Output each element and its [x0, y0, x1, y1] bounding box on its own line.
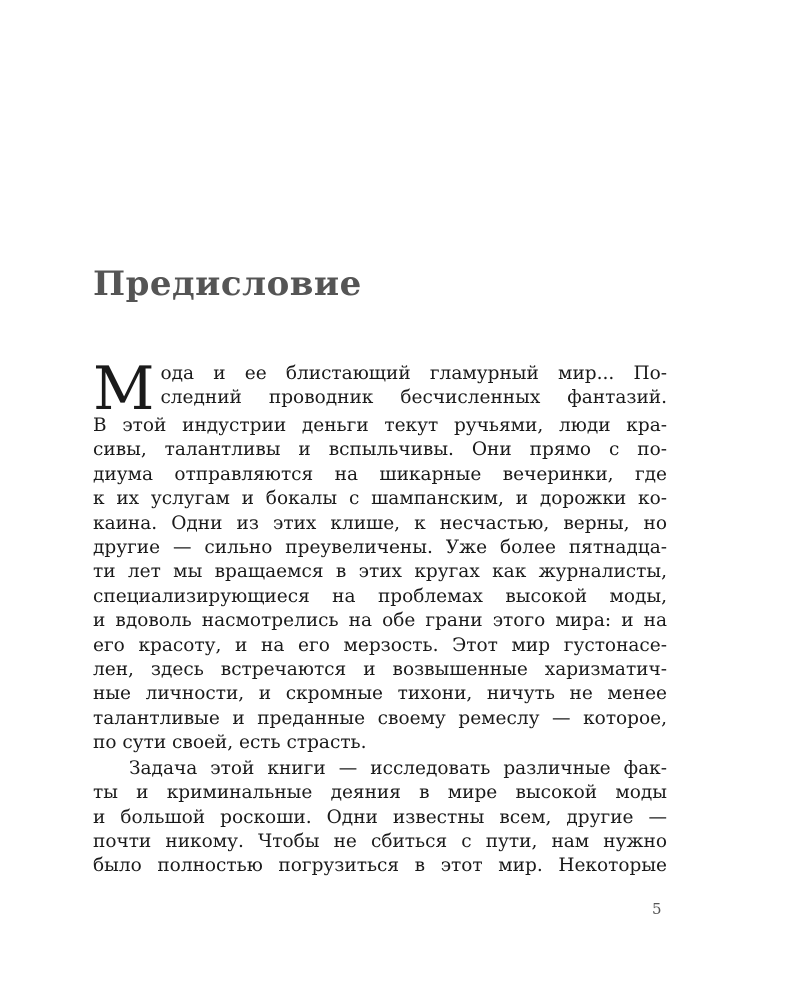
text-line: было полностью погрузиться в этот мир. Некоторые: [93, 855, 667, 877]
paragraph-2: [93, 757, 667, 879]
text-line: другие — сильно преувеличены. Уже более пятнадца-: [93, 537, 667, 559]
text-line: и вдоволь насмотрелись на обе грани этого мира: и на: [93, 610, 667, 632]
page-number: 5: [652, 900, 662, 918]
body-text: [93, 354, 667, 879]
text-line: талантливые и преданные своему ремеслу — которое,: [93, 707, 667, 729]
text-line: к их услугам и бокалы с шампанским, и дорожки ко-: [93, 488, 667, 510]
text-line: В этой индустрии деньги текут ручьями, люди кра-: [93, 415, 667, 436]
text-line: Задача этой книги — исследовать различные фак-: [129, 757, 667, 779]
text-line: его красоту, и на его мерзость. Этот мир густонасе-: [93, 634, 667, 656]
paragraph-1: [93, 354, 667, 756]
text-line: лен, здесь встречаются и возвышенные харизматич-: [93, 659, 667, 681]
drop-cap: М: [93, 354, 155, 424]
text-line: ты и криминальные деяния в мире высокой моды: [93, 782, 667, 804]
text-line: и большой роскоши. Одни известны всем, другие —: [93, 806, 667, 828]
text-line: специализирующиеся на проблемах высокой моды,: [93, 585, 667, 607]
chapter-title: Предисловие: [93, 264, 362, 304]
text-line: ти лет мы вращаемся в этих кругах как журналисты,: [93, 561, 667, 583]
text-line: по сути своей, есть страсть.: [93, 732, 367, 754]
text-line: сивы, талантливы и вспыльчивы. Они прямо с по-: [93, 439, 667, 461]
text-line: каина. Одни из этих клише, к несчастью, верны, но: [93, 512, 667, 534]
text-line: ные личности, и скромные тихони, ничуть не менее: [93, 683, 667, 705]
text-line: почти никому. Чтобы не сбиться с пути, нам нужно: [93, 830, 667, 852]
text-line: ода и ее блистающий гламурный мир... По-: [160, 363, 667, 384]
text-line: диума отправляются на шикарные вечеринки, где: [93, 463, 667, 485]
text-line: следний проводник бесчисленных фантазий.: [160, 387, 667, 409]
